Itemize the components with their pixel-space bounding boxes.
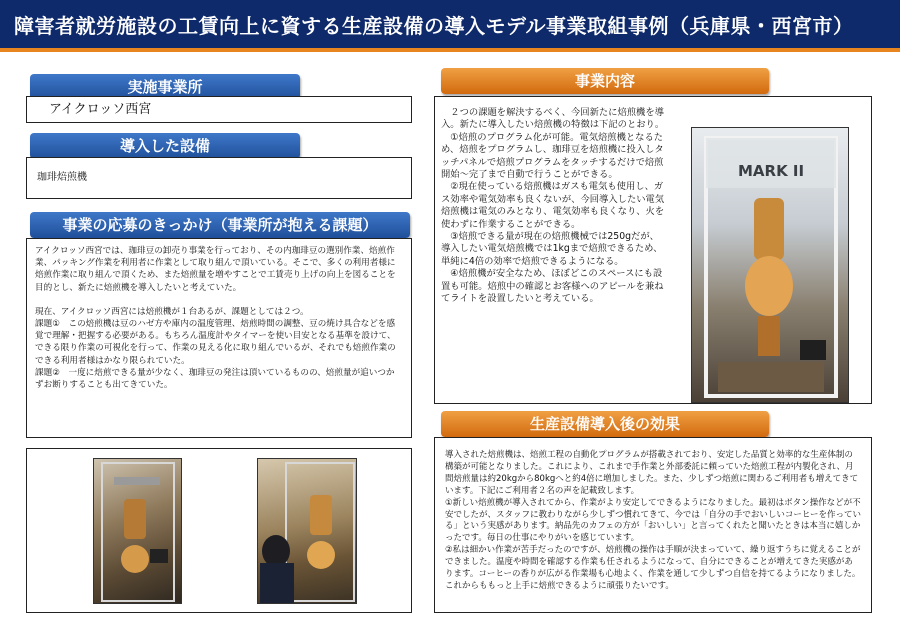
motivation-paragraph-4: 課題② 一度に焙煎できる量が少なく、珈琲豆の発注は頂いているものの、焙煎量が追いつかずお断りすることも出てきていた。	[35, 367, 395, 391]
roaster-photo-1	[93, 458, 182, 604]
roaster-machine-photo	[691, 127, 849, 403]
content-paragraph-4: ③焙煎できる量が現在の焙煎機械では250gだが、導入したい電気焙煎機では1kgまで焙煎できるため、単純に4倍の効率で焙煎できるようになる。	[441, 231, 663, 267]
roaster-machine-art	[692, 128, 849, 403]
roaster-photo-1-art	[94, 459, 182, 604]
content-paragraph-1: ２つの課題を解決するべく、今回新たに焙煎機を導入。新たに導入したい焙煎機の特徴は下記のとおり。	[441, 107, 665, 131]
content-paragraph-5: ④焙煎機が安全なため、ほぼどこのスペースにも設置も可能。焙煎中の確認とお客様へのアピールを兼ねてライトを設置したいと考えている。	[441, 268, 664, 305]
content-paragraph-2: ①焙煎のプログラム化が可能。電気焙煎機となるため、焙煎をプログラムし、珈琲豆を焙煎機に投入しタッチパネルで焙煎プログラムをタッチするだけで焙煎開始～完了まで自動で行うことができる。	[441, 131, 664, 181]
equipment-box	[26, 157, 412, 199]
roaster-photo-2	[257, 458, 357, 604]
effect-paragraph-1: 導入された焙煎機は、焙煎工程の自動化プログラムが搭載されており、安定した品質と効率的な生産体制の構築が可能となりました。これにより、これまで手作業と外部委託に頼っていた焙煎工程が内製化され、月間焙煎量は約20kgから80kgへと約4倍に増加しました。また、少しずつ焙煎に関わるご利用者も増えてきています。下記にご利用者２名の声を記載致します。	[445, 450, 859, 496]
motivation-paragraph-1: アイクロッソ西宮では、珈琲豆の卸売り事業を行っており、その内珈琲豆の選別作業、焙煎作業、パッキング作業を利用者に作業として取り組んで頂いている。そこで、多くの利用者様に焙煎作業に取り組んで頂くため、また焙煎量を増やすことで工賃売り上げの向上を図ることを目的とし、新たに焙煎機を導入したいと考えていた。	[35, 246, 396, 293]
motivation-paragraph-2: 現在、アイクロッソ西宮には焙煎機が１台あるが、課題としては２つ。	[35, 306, 309, 317]
content-paragraph-3: ②現在使っている焙煎機はガスも電気も使用し、ガス効率や電気効率も良くないが、今回導入したい電気焙煎機は電気のみとなり、電気効率も良くなり、火を使わずに作業することができる。	[441, 181, 665, 230]
content-box	[434, 96, 872, 404]
effect-paragraph-3: ②私は細かい作業が苦手だったのですが、焙煎機の操作は手順が決まっていて、繰り返すうちに覚えることができました。温度や時間を確認する作業も任されるようになって、自分にできることが増えてきた実感があります。コーヒーの香りが広がる作業場も心地よく、作業を通して少しずつ自信を持てるようになりました。これからももっと上手に焙煎できるように頑張りたいです。	[445, 545, 861, 591]
page-title: 障害者就労施設の工賃向上に資する生産設備の導入モデル事業取組事例（兵庫県・西宮市）	[0, 0, 900, 52]
facility-box	[26, 96, 412, 123]
photo-frame	[26, 448, 412, 613]
effect-paragraph-2: ①新しい焙煎機が導入されてから、作業がより安定してできるようになりました。最初はボタン操作などが不安でしたが、スタッフに教わりながら少しずつ慣れてきて、今では「自分の手でおいしいコーヒーを作っている」という実感があります。納品先のカフェの方が「おいしい」と言ってくれたと聞いたときは本当に嬉しかったです。毎日の仕事にやりがいを感じています。	[445, 497, 861, 544]
content-text	[441, 107, 665, 306]
motivation-paragraph-3: 課題① この焙煎機は豆のハゼ方や庫内の温度管理、焙煎時間の調整、豆の焼け具合などを感覚で理解・把握する必要がある。もちろん温度計やタイマーを使い目安となる基準を設けて、できる限り作業の可視化を行って、作業の見える化に取り組んでいるが、それでも焙煎作業のできる利用者様はかなり限られていた。	[35, 319, 396, 366]
facility-heading: 実施事業所	[30, 74, 300, 100]
content-heading: 事業内容	[441, 68, 769, 94]
facility-name: アイクロッソ西宮	[49, 102, 152, 117]
equipment-heading: 導入した設備	[30, 133, 300, 159]
motivation-box	[26, 238, 412, 438]
roaster-photo-2-art	[258, 459, 357, 604]
effect-heading: 生産設備導入後の効果	[441, 411, 769, 437]
machine-label: MARK II	[738, 162, 805, 180]
effect-box	[434, 437, 872, 613]
equipment-name: 珈琲焙煎機	[37, 172, 87, 183]
motivation-heading: 事業の応募のきっかけ（事業所が抱える課題）	[30, 212, 410, 238]
